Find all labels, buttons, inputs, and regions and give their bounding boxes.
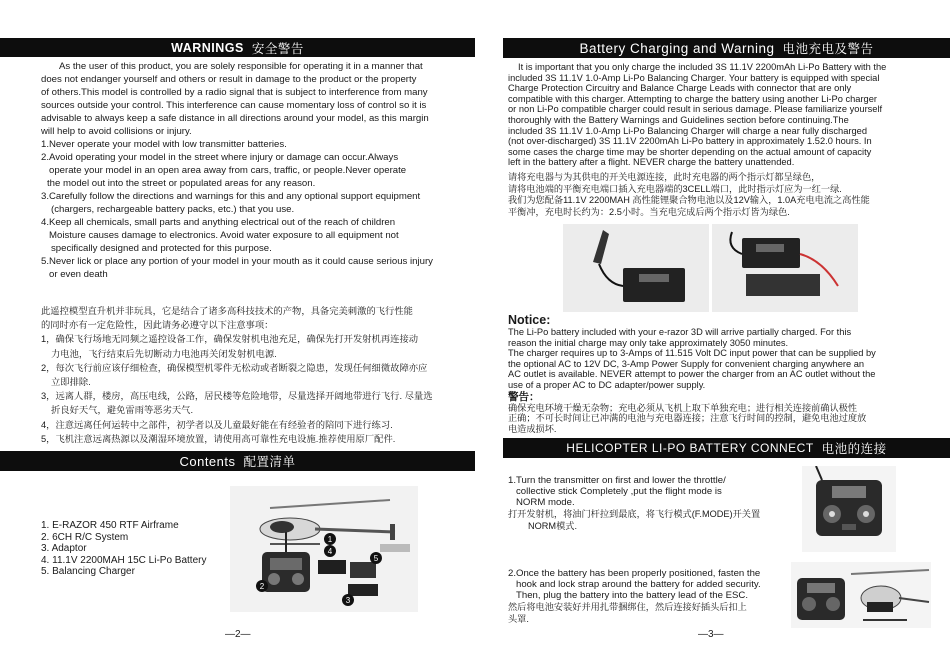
callout-1 — [324, 533, 336, 545]
charging-photo-2 — [712, 224, 858, 312]
connect-step2 — [508, 568, 761, 625]
rule-line: 1.Never operate your model with low transmitter batteries. — [41, 139, 287, 150]
battery-cn-line: 我们为您配备11.1V 2200MAH 高性能锂聚合物电池以及12V输入，1.0A充电电流之高性能 — [508, 195, 870, 206]
notice-cn-line: 确保充电环境干燥无杂物；充电必须从飞机上取下单独充电；进行相关连接前确认极性 — [508, 402, 858, 413]
intro-line: will help to avoid collisions or injury. — [41, 126, 192, 137]
rule-line: 2.Avoid operating your model in the street where injury or damage can occur.Always — [41, 152, 399, 163]
battery-line: included 3S 11.1V 1.0-Amp Li-Po Balancing Charger will charge a near fully discharged — [508, 125, 867, 136]
step2-cn-line: 头罩. — [508, 614, 529, 624]
callout-2 — [256, 580, 268, 592]
cn-line: 4，注意远离任何运转中之部件，初学者以及儿童最好能在有经验者的陪同下进行练习. — [41, 419, 393, 430]
connect-title-en: HELICOPTER LI-PO BATTERY CONNECT — [566, 441, 814, 455]
battery-install-photo — [791, 562, 931, 628]
rule-line: 5.Never lick or place any portion of your model in your mouth as it could cause serious injury — [41, 256, 433, 267]
battery-cn-line: 请将电池端的平衡充电端口插入充电器端的3CELL端口，此时指示灯应为一红一绿. — [508, 183, 842, 194]
intro-line: As the user of this product, you are solely responsible for operating it in a manner that — [59, 61, 423, 72]
connect-header — [503, 438, 950, 458]
contents-title-en: Contents — [179, 453, 236, 469]
step1-cn-line: NORM模式. — [528, 521, 577, 531]
warnings-title-cn: 安全警告 — [251, 41, 304, 56]
battery-line: It is important that you only charge the included 3S 11.1V 2200mAh Li-Po Battery with the — [518, 62, 887, 72]
battery-install-photo-illustration — [791, 562, 931, 628]
notice-line: reason the initial charge may only take approximately 3050 minutes. — [508, 337, 789, 348]
page-number-right: —3— — [698, 629, 724, 640]
cn-line: 力电池，飞行结束后先切断动力电池再关闭发射机电源. — [51, 348, 277, 359]
notice-cn-line: 电造成损坏. — [508, 424, 557, 435]
notice-line: AC outlet is available. NEVER attempt to power the charger from an AC outlet without the — [508, 369, 876, 380]
rule-line: or even death — [49, 269, 108, 280]
contents-title-cn: 配置清单 — [243, 455, 296, 469]
cn-line: 5，飞机注意远离热源以及潮湿环境放置，请使用高可靠性充电设施.推荐使用原厂配件. — [41, 433, 396, 444]
battery-line: included 3S 11.1V 1.0-Amp Li-Po Balancing Charger. Your battery is equipped with special — [508, 72, 880, 83]
battery-cn-line: 平衡冲，充电时长约为：2.5小时。当充电完成后两个指示灯皆为绿色. — [508, 206, 790, 217]
cn-line: 立即排除. — [51, 377, 91, 388]
svg-text:4: 4 — [327, 547, 333, 556]
cn-line: 2，每次飞行前应该仔细检查，确保模型机零件无松动或者断裂之隐患，发现任何细微故障亦应 — [41, 362, 428, 373]
battery-en — [508, 62, 886, 168]
intro-line: advisable to always keep a safe distance in all directions around your model, as this margin — [41, 113, 429, 124]
charging-photo-1 — [563, 224, 709, 312]
svg-text:3: 3 — [345, 596, 351, 605]
notice-line: use of a proper AC to DC adapter/power supply. — [508, 379, 706, 390]
contents-item: 1. E-RAZOR 450 RTF Airframe — [41, 520, 179, 531]
contents-photo-illustration — [230, 486, 418, 612]
battery-line: compatible with this charger. Attempting to charge the battery using another Li-Po charger — [508, 93, 877, 104]
warnings-header — [0, 38, 475, 57]
transmitter-photo-illustration — [802, 466, 896, 552]
battery-line: some cases the charge time may be shorter depending on the actual amount of capacity — [508, 146, 872, 157]
cn-line: 折良好天气，避免雷雨等恶劣天气. — [51, 405, 194, 416]
warnings-title-en: WARNINGS — [171, 40, 244, 55]
contents-photo — [230, 486, 418, 612]
step2-line: hook and lock strap around the battery for added security. — [516, 579, 761, 590]
contents-list — [41, 520, 206, 578]
warnings-cn — [41, 304, 433, 446]
page-number-left: —2— — [225, 629, 251, 640]
rule-line: (chargers, rechargeable battery packs, etc.) that you use. — [51, 204, 295, 215]
contents-item: 5. Balancing Charger — [41, 566, 135, 577]
charging-photo-2-illustration — [712, 224, 858, 312]
connect-step1 — [508, 475, 760, 532]
contents-item: 3. Adaptor — [41, 543, 87, 554]
contents-item: 4. 11.1V 2200MAH 15C Li-Po Battery — [41, 554, 207, 566]
battery-line: thoroughly with the Battery Warnings and Guidelines section before continuing.The — [508, 114, 849, 125]
notice-cn-line: 正确；不可长时间让已冲满的电池与充电器连接；注意飞行时间的控制，避免电池过度放 — [508, 413, 867, 424]
transmitter-photo — [802, 466, 896, 552]
battery-line: (not over-discharged) 3S 11.1V 2200mAh Li-Po battery in approximately 1.52.0 hours. In — [508, 136, 872, 147]
rule-line: the model out into the street or populated areas for any reason. — [47, 178, 316, 189]
battery-line: Charge Protection Circuitry and Balance Charge Leads with connector that are only — [508, 83, 852, 94]
step1-cn-line: 打开发射机，将油门杆拉到最底，将飞行模式(F.MODE)开关置 — [508, 509, 761, 519]
battery-title-en: Battery Charging and Warning — [579, 40, 775, 56]
step2-line: 2.Once the battery has been properly positioned, fasten the — [508, 568, 761, 579]
notice-title: Notice: — [508, 313, 551, 327]
svg-text:1: 1 — [327, 535, 333, 544]
step1-line: NORM mode. — [516, 497, 575, 508]
step2-cn-line: 然后将电池安装好并用扎带捆绑住，然后连接好插头后扣上 — [508, 602, 747, 612]
step1-line: collective stick Completely ,put the flight mode is — [516, 486, 722, 497]
cn-line: 1，确保飞行场地无同频之遥控设备工作，确保发射机电池充足，确保先打开发射机再连接动 — [41, 334, 419, 345]
contents-header — [0, 451, 475, 471]
svg-text:2: 2 — [259, 582, 265, 591]
rule-line: 4.Keep all chemicals, small parts and anything electrical out of the reach of children — [41, 217, 396, 228]
intro-line: of others.This model is controlled by a radio signal that is subject to interference from many — [41, 87, 428, 98]
cn-line: 的同时亦有一定危险性，因此请务必遵守以下注意事项： — [41, 320, 274, 331]
battery-line: or non Li-Po compatible charger could result in serious damage. Please familiarize yourself — [508, 104, 883, 115]
notice-section — [508, 313, 876, 435]
cn-line: 此遥控模型直升机并非玩具，它是结合了诸多高科技技术的产物，具备完美刺激的飞行性能 — [41, 306, 413, 316]
warnings-intro — [41, 60, 433, 281]
connect-title-cn: 电池的连接 — [821, 442, 887, 456]
rule-line: 3.Carefully follow the directions and warnings for this and any optional support equipment — [41, 191, 421, 202]
step1-line: 1.Turn the transmitter on first and lower the throttle/ — [508, 475, 726, 486]
notice-line: the optional AC to 12V DC, 3-Amp Power Supply for convenient charging anywhere an — [508, 358, 865, 369]
intro-line: sources outside your control. This interference can cause momentary loss of control so it is — [41, 100, 427, 111]
intro-line: does not endanger yourself and others or result in damage to the product or the property — [41, 74, 417, 85]
notice-cn-title: 警告： — [508, 390, 540, 403]
battery-line: left in the battery after a flight. NEVER charge the battery unattended. — [508, 157, 795, 168]
rule-line: operate your model in an open area away from cars, traffic, or people.Never operate — [49, 165, 407, 176]
callout-5 — [370, 552, 382, 564]
notice-line: The charger requires up to 3-Amps of 11.515 Volt DC input power that can be supplied by — [508, 348, 876, 359]
notice-line: The Li-Po battery included with your e-razor 3D will arrive partially charged. For this — [508, 327, 852, 337]
cn-line: 3，远离人群，楼房，高压电线，公路，居民楼等危险地带，尽量选择开阔地带进行飞行. 尽量选 — [41, 391, 433, 402]
rule-line: Moisture causes damage to electronics. Avoid water exposure to all equipment not — [49, 230, 399, 241]
svg-text:5: 5 — [373, 554, 379, 563]
step2-line: Then, plug the battery into the battery lead of the ESC. — [516, 590, 748, 601]
battery-cn — [508, 172, 870, 218]
battery-cn-line: 请将充电器与为其供电的开关电源连接，此时充电器的两个指示灯都呈绿色， — [508, 172, 821, 182]
charging-photo-1-illustration — [563, 224, 709, 312]
battery-title-cn: 电池充电及警告 — [782, 42, 874, 56]
callout-3 — [342, 594, 354, 606]
contents-item: 2. 6CH R/C System — [41, 531, 129, 543]
battery-header — [503, 38, 950, 58]
callout-4 — [324, 545, 336, 557]
rule-line: specifically designed and protected for this purpose. — [51, 243, 272, 254]
